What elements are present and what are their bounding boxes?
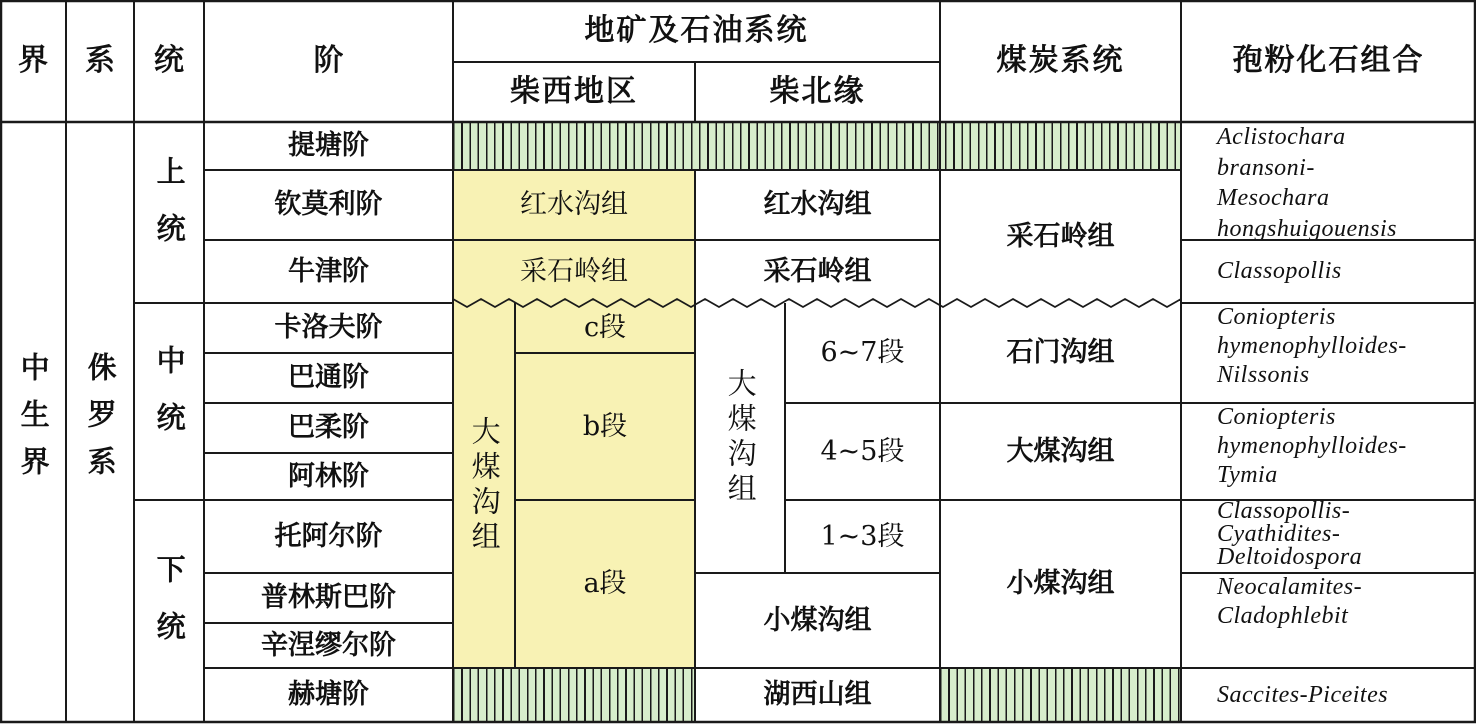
spore-6-line-2: Cladophlebit (1217, 602, 1349, 629)
spore-6-line-1: Neocalamites- (1217, 574, 1363, 600)
series-upper-text: 上统 (152, 155, 187, 270)
meitan-caishiling: 采石岭组 (1006, 220, 1115, 252)
chaixi-dameigou (453, 303, 515, 668)
header-baofen: 孢粉化石组合 (1232, 42, 1425, 78)
spore-assemblage-1 (1181, 122, 1476, 243)
chaibei-huxishan: 湖西山组 (763, 679, 872, 711)
stage-alin: 阿林阶 (288, 460, 369, 492)
spore-assemblage-4 (1181, 403, 1476, 500)
stage-hetang: 赫塘阶 (288, 679, 369, 711)
era-label (0, 122, 66, 722)
hatch-fill-hetang-chaixi (453, 668, 695, 722)
header-jie: 界 (18, 42, 48, 78)
stage-niujin: 牛津阶 (288, 255, 369, 287)
system-label (66, 122, 134, 722)
series-lower (134, 500, 204, 722)
header-xi: 系 (85, 42, 115, 78)
spore-1-line-3: Mesochara (1217, 185, 1330, 212)
chaixi-segment-c: c段 (583, 312, 627, 344)
spore-3-line-2: hymenophylloides- (1217, 332, 1407, 359)
spore-3-line-1: Coniopteris (1217, 304, 1336, 330)
stage-pulinsiba: 普林斯巴阶 (261, 582, 396, 614)
spore-assemblage-6 (1181, 573, 1476, 668)
chaibei-dameigou-text: 大煤沟组 (723, 368, 758, 508)
series-lower-text: 下统 (152, 554, 187, 668)
spore-5-line-2: Cyathidites- (1217, 520, 1341, 547)
spore-5-line-3: Deltoidospora (1217, 543, 1363, 570)
chaixi-segment-b: b段 (582, 410, 628, 442)
stage-titang: 提塘阶 (288, 130, 369, 162)
era-text: 中生界 (16, 351, 51, 493)
chaixi-segment-a: a段 (583, 568, 627, 600)
stage-xinniemiuer: 辛涅缪尔阶 (261, 629, 396, 661)
header-dikuang: 地矿及石油系统 (584, 12, 809, 48)
header-chaixi: 柴西地区 (510, 73, 638, 109)
meitan-xiaomeigou: 小煤沟组 (1006, 568, 1115, 600)
chaibei-caishiling: 采石岭组 (763, 255, 872, 287)
stage-batong: 巴通阶 (288, 362, 369, 394)
series-upper (134, 122, 204, 303)
chaibei-xiaomeigou: 小煤沟组 (763, 604, 872, 636)
meitan-shimengou: 石门沟组 (1006, 337, 1115, 369)
stage-qinmoli: 钦莫利阶 (274, 189, 383, 221)
system-text: 侏罗系 (83, 351, 118, 493)
spore-5-line-1: Classopollis- (1217, 498, 1351, 524)
chaibei-segment-45: 4~5段 (820, 435, 905, 467)
header-jieduan: 阶 (313, 42, 344, 78)
spore-3-line-3: Nilssonis (1217, 361, 1310, 388)
spore-assemblage-7: Saccites-Piceites (1217, 681, 1389, 708)
series-middle (134, 303, 204, 500)
series-middle-text: 中统 (152, 344, 187, 459)
stage-barou: 巴柔阶 (288, 412, 369, 444)
meitan-dameigou: 大煤沟组 (1006, 435, 1115, 467)
spore-assemblage-3 (1181, 303, 1476, 403)
stage-kaluofu: 卡洛夫阶 (274, 312, 383, 344)
spore-assemblage-2: Classopollis (1217, 258, 1342, 285)
spore-4-line-1: Coniopteris (1217, 404, 1336, 430)
spore-4-line-2: hymenophylloides- (1217, 432, 1407, 459)
spore-1-line-4: hongshuigouensis (1217, 216, 1398, 243)
header-tong: 统 (154, 42, 184, 78)
hatch-fill-titang (453, 122, 1181, 170)
hatch-fill-hetang-meitan (940, 668, 1181, 722)
stage-tuoaer: 托阿尔阶 (274, 520, 383, 552)
chaixi-hongshuigou: 红水沟组 (520, 189, 628, 221)
spore-4-line-3: Tymia (1217, 461, 1278, 488)
chaibei-hongshuigou: 红水沟组 (763, 189, 872, 221)
spore-1-line-1: Aclistochara (1217, 124, 1346, 150)
spore-assemblage-5 (1181, 500, 1476, 573)
chaibei-segment-13: 1~3段 (820, 520, 905, 552)
chaixi-dameigou-text: 大煤沟组 (467, 415, 502, 556)
chaibei-segment-67: 6~7段 (820, 337, 905, 369)
header-meitan: 煤炭系统 (996, 42, 1125, 78)
chaixi-caishiling: 采石岭组 (520, 255, 628, 287)
spore-1-line-2: bransoni- (1217, 154, 1315, 181)
header-chaibei: 柴北缘 (769, 73, 866, 109)
chaibei-dameigou (695, 303, 785, 573)
